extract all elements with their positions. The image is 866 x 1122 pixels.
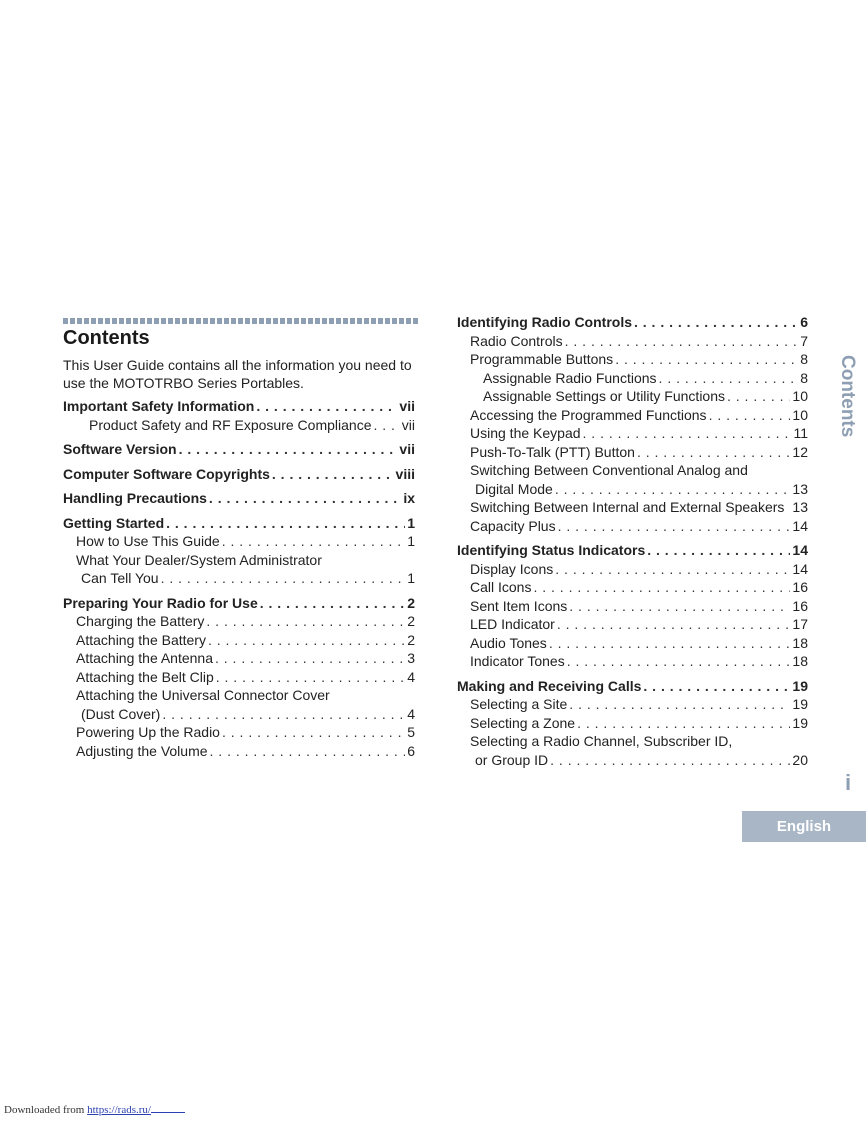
toc-entry[interactable]: [63, 569, 415, 588]
dot-leader: [567, 652, 791, 671]
dot-leader: [569, 695, 790, 714]
toc-group: [457, 677, 808, 770]
toc-entry[interactable]: [63, 397, 415, 416]
toc-entry-page: viii: [395, 465, 415, 482]
toc-left-column: [63, 397, 415, 766]
toc-entry-title: Accessing the Programmed Functions: [470, 406, 707, 423]
toc-entry[interactable]: [457, 615, 808, 634]
toc-group: [457, 313, 808, 535]
toc-entry-page: 16: [792, 597, 808, 614]
dot-leader: [216, 668, 405, 687]
toc-entry-page: 10: [792, 406, 808, 423]
toc-entry-page: 20: [792, 751, 808, 768]
toc-entry-title: Getting Started: [63, 514, 165, 531]
toc-entry-title: Using the Keypad: [470, 425, 581, 441]
toc-right-column: [457, 313, 808, 775]
toc-entry-title: Powering Up the Radio: [76, 724, 220, 740]
toc-entry-title: Display Icons: [470, 560, 554, 577]
toc-entry-page: 2: [407, 594, 415, 611]
toc-group: [63, 489, 415, 508]
toc-entry-title: How to Use This Guide: [76, 533, 220, 549]
language-tab: English: [742, 811, 866, 842]
toc-entry[interactable]: [457, 443, 808, 462]
toc-entry[interactable]: [457, 406, 808, 425]
page-title: Contents: [63, 327, 150, 349]
toc-group: [63, 514, 415, 588]
dot-leader: [179, 440, 398, 459]
dot-leader: [272, 465, 394, 484]
dot-leader: [557, 615, 791, 634]
toc-entry-title: Adjusting the Volume: [76, 742, 208, 759]
toc-entry-page: 17: [792, 616, 808, 632]
toc-entry-page: 18: [792, 634, 808, 651]
dot-leader: [206, 612, 405, 631]
toc-entry-title: Handling Precautions: [63, 490, 207, 506]
dot-leader: [166, 514, 405, 533]
toc-entry-title: Programmable Buttons: [470, 351, 614, 367]
dot-leader: [583, 424, 792, 443]
toc-entry[interactable]: [457, 369, 808, 388]
toc-entry[interactable]: [457, 517, 808, 536]
toc-entry[interactable]: [457, 498, 808, 517]
dot-leader: [709, 406, 791, 425]
toc-group: [457, 541, 808, 671]
toc-entry-page: 18: [792, 653, 808, 669]
toc-entry-title: Assignable Settings or Utility Functions: [483, 388, 725, 404]
toc-entry[interactable]: [457, 652, 808, 671]
toc-entry-page: 3: [407, 650, 415, 666]
toc-entry-title[interactable]: Switching Between Conventional Analog and: [470, 462, 748, 478]
toc-entry-title: Attaching the Battery: [76, 631, 206, 648]
toc-entry-title: Software Version: [63, 441, 177, 457]
toc-entry-page: vii: [401, 416, 415, 433]
toc-entry[interactable]: [457, 578, 808, 597]
toc-entry-title: Selecting a Site: [470, 696, 568, 712]
toc-entry-page: 8: [800, 369, 808, 386]
toc-entry-title: Charging the Battery: [76, 613, 205, 629]
toc-entry-title: Push-To-Talk (PTT) Button: [470, 443, 635, 460]
toc-entry-title: Digital Mode: [475, 480, 553, 497]
toc-group: [63, 440, 415, 459]
toc-entry[interactable]: [457, 597, 808, 616]
toc-entry[interactable]: [457, 313, 808, 332]
dot-leader: [577, 714, 790, 733]
dot-leader: [555, 560, 790, 579]
toc-entry[interactable]: [457, 332, 808, 351]
toc-entry-page: 6: [407, 742, 415, 759]
toc-entry-page: 14: [792, 560, 808, 577]
toc-entry-title: Attaching the Belt Clip: [76, 668, 214, 685]
dot-leader: [727, 387, 790, 406]
toc-entry[interactable]: [457, 714, 808, 733]
toc-entry-page: ix: [403, 490, 415, 506]
toc-entry-page: 2: [407, 631, 415, 648]
toc-entry-page: 12: [792, 443, 808, 460]
toc-entry-page: 1: [407, 533, 415, 549]
toc-entry-page: 13: [792, 499, 808, 515]
toc-entry-title: Computer Software Copyrights: [63, 465, 270, 482]
toc-entry[interactable]: [457, 560, 808, 579]
toc-entry-title: Assignable Radio Functions: [483, 369, 657, 386]
dot-leader: [569, 597, 790, 616]
toc-entry[interactable]: [63, 489, 415, 508]
toc-entry[interactable]: [457, 541, 808, 560]
toc-entry-page: 16: [792, 579, 808, 595]
dot-leader: [615, 350, 798, 369]
dashed-rule: [63, 318, 420, 324]
toc-entry[interactable]: [457, 677, 808, 696]
toc-entry-title: Can Tell You: [81, 570, 159, 586]
toc-entry-title: Indicator Tones: [470, 653, 565, 669]
toc-entry[interactable]: [63, 705, 415, 724]
toc-entry-title: Call Icons: [470, 579, 532, 595]
toc-entry-page: 19: [792, 714, 808, 731]
dot-leader: [210, 742, 406, 761]
toc-entry[interactable]: [63, 416, 415, 435]
footer-underline: [151, 1111, 185, 1113]
toc-entry[interactable]: [63, 742, 415, 761]
toc-group: [63, 594, 415, 761]
toc-entry[interactable]: [457, 480, 808, 499]
intro-text: This User Guide contains all the information you need to use the MOTOTRBO Series Portables.: [63, 357, 412, 391]
toc-entry[interactable]: [63, 612, 415, 631]
toc-entry[interactable]: [63, 723, 415, 742]
toc-entry-title: Switching Between Internal and External Speakers: [470, 499, 785, 515]
toc-entry-page: 4: [407, 668, 415, 685]
dot-leader: [550, 751, 790, 770]
toc-entry-page: 14: [792, 542, 808, 558]
toc-entry-title: Important Safety Information: [63, 398, 255, 414]
dot-leader: [647, 541, 790, 560]
page-number: i: [845, 770, 852, 795]
toc-entry[interactable]: [63, 668, 415, 687]
dot-leader: [222, 532, 406, 551]
dot-leader: [634, 313, 798, 332]
toc-group: [63, 397, 415, 434]
dot-leader: [208, 631, 405, 650]
toc-entry-title: Making and Receiving Calls: [457, 677, 642, 694]
toc-entry[interactable]: [457, 387, 808, 406]
toc-entry-page: 2: [407, 613, 415, 629]
toc-entry-page: 19: [792, 677, 808, 694]
toc-entry[interactable]: [63, 532, 415, 551]
dot-leader: [215, 649, 405, 668]
toc-entry[interactable]: [457, 424, 808, 443]
toc-entry-page: vii: [399, 441, 415, 457]
toc-entry-page: 1: [407, 514, 415, 531]
toc-entry-page: 5: [407, 724, 415, 740]
footer-prefix: Downloaded from: [4, 1104, 88, 1116]
toc-entry-page: 1: [407, 570, 415, 586]
dot-leader: [555, 480, 791, 499]
toc-entry-title[interactable]: What Your Dealer/System Administrator: [76, 551, 322, 568]
dot-leader: [260, 594, 405, 613]
toc-entry-page: vii: [399, 398, 415, 414]
dot-leader: [637, 443, 790, 462]
download-footer: [4, 1104, 185, 1116]
toc-entry[interactable]: [63, 465, 415, 484]
toc-entry-title: LED Indicator: [470, 616, 555, 632]
dot-leader: [161, 569, 406, 588]
toc-entry[interactable]: [457, 751, 808, 770]
dot-leader: [222, 723, 405, 742]
toc-entry[interactable]: [63, 594, 415, 613]
toc-entry[interactable]: [457, 634, 808, 653]
toc-entry-page: 10: [792, 388, 808, 404]
toc-entry-title: Sent Item Icons: [470, 597, 568, 614]
toc-entry-page: 11: [793, 425, 808, 441]
toc-entry-title: Audio Tones: [470, 634, 547, 651]
toc-entry-title[interactable]: Selecting a Radio Channel, Subscriber ID,: [470, 733, 733, 749]
toc-entry-title: Radio Controls: [470, 332, 563, 349]
toc-entry-page: 19: [792, 696, 808, 712]
dot-leader: [162, 705, 405, 724]
dot-leader: [533, 578, 790, 597]
dot-leader: [209, 489, 401, 508]
toc-entry[interactable]: [63, 440, 415, 459]
toc-entry[interactable]: [457, 695, 808, 714]
toc-entry-title: or Group ID: [475, 751, 549, 768]
toc-entry-title: Identifying Radio Controls: [457, 314, 632, 330]
toc-entry[interactable]: [63, 649, 415, 668]
dot-leader: [558, 517, 791, 536]
toc-entry-title: Identifying Status Indicators: [457, 542, 646, 558]
toc-entry[interactable]: [457, 350, 808, 369]
toc-entry-title: Selecting a Zone: [470, 714, 576, 731]
toc-entry[interactable]: [63, 631, 415, 650]
toc-entry-page: 7: [800, 332, 808, 349]
dot-leader: [643, 677, 790, 696]
dot-leader: [373, 416, 399, 435]
toc-entry-title: Product Safety and RF Exposure Compliance: [89, 416, 372, 433]
toc-entry-page: 14: [792, 517, 808, 534]
toc-entry-page: 8: [800, 351, 808, 367]
toc-entry-page: 6: [800, 314, 808, 330]
side-section-label: Contents: [837, 355, 858, 438]
dot-leader: [549, 634, 791, 653]
toc-entry-page: 4: [407, 705, 415, 722]
dot-leader: [659, 369, 799, 388]
toc-entry-title: Attaching the Antenna: [76, 650, 213, 666]
toc-entry-title: Capacity Plus: [470, 517, 556, 534]
dot-leader: [565, 332, 799, 351]
toc-entry-page: 13: [792, 480, 808, 497]
toc-entry-title: Preparing Your Radio for Use: [63, 594, 258, 611]
toc-entry-title: (Dust Cover): [81, 705, 161, 722]
footer-link[interactable]: https://rads.ru/: [87, 1104, 151, 1116]
dot-leader: [256, 397, 397, 416]
toc-group: [63, 465, 415, 484]
toc-entry[interactable]: [63, 514, 415, 533]
toc-entry-title[interactable]: Attaching the Universal Connector Cover: [76, 687, 330, 703]
